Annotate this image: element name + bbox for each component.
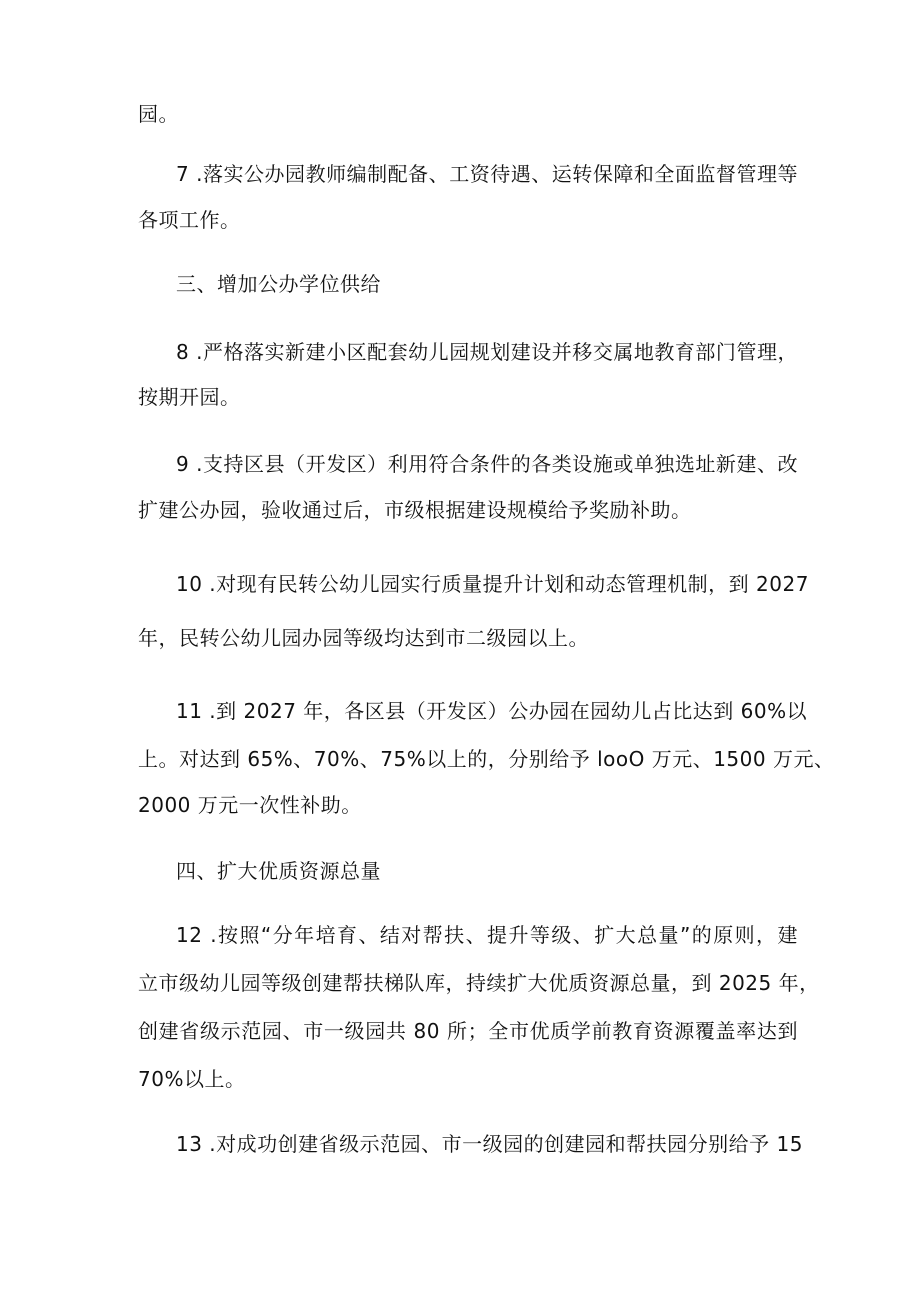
item-13-line-1: 13 .对成功创建省级示范园、市一级园的创建园和帮扶园分别给予 15	[176, 1132, 803, 1156]
item-9-line-2: 扩建公办园，验收通过后，市级根据建设规模给予奖励补助。	[138, 498, 692, 522]
item-8-line-1: 8 .严格落实新建小区配套幼儿园规划建设并移交属地教育部门管理，	[176, 340, 798, 364]
section-heading-3: 三、增加公办学位供给	[176, 272, 381, 296]
item-10-line-2: 年，民转公幼儿园办园等级均达到市二级园以上。	[138, 626, 589, 650]
item-11-line-2: 上。对达到 65%、70%、75%以上的，分别给予 looO 万元、1500 万元、	[138, 747, 835, 771]
item-11-line-3: 2000 万元一次性补助。	[138, 793, 362, 817]
item-12-line-2: 立市级幼儿园等级创建帮扶梯队库，持续扩大优质资源总量，到 2025 年，	[138, 971, 820, 995]
item-9-line-1: 9 .支持区县（开发区）利用符合条件的各类设施或单独选址新建、改	[176, 452, 798, 476]
item-8-line-2: 按期开园。	[138, 385, 241, 409]
item-12-line-4: 70%以上。	[138, 1067, 246, 1091]
item-12-line-1: 12 .按照“分年培育、结对帮扶、提升等级、扩大总量”的原则，建	[176, 923, 798, 947]
item-11-line-1: 11 .到 2027 年，各区县（开发区）公办园在园幼儿占比达到 60%以	[176, 699, 808, 723]
text-line: 园。	[138, 102, 179, 126]
section-heading-4: 四、扩大优质资源总量	[176, 859, 381, 883]
item-7-line-2: 各项工作。	[138, 208, 241, 232]
item-7-line-1: 7 .落实公办园教师编制配备、工资待遇、运转保障和全面监督管理等	[176, 162, 798, 186]
item-12-line-3: 创建省级示范园、市一级园共 80 所；全市优质学前教育资源覆盖率达到	[138, 1019, 798, 1043]
item-10-line-1: 10 .对现有民转公幼儿园实行质量提升计划和动态管理机制，到 2027	[176, 572, 809, 596]
